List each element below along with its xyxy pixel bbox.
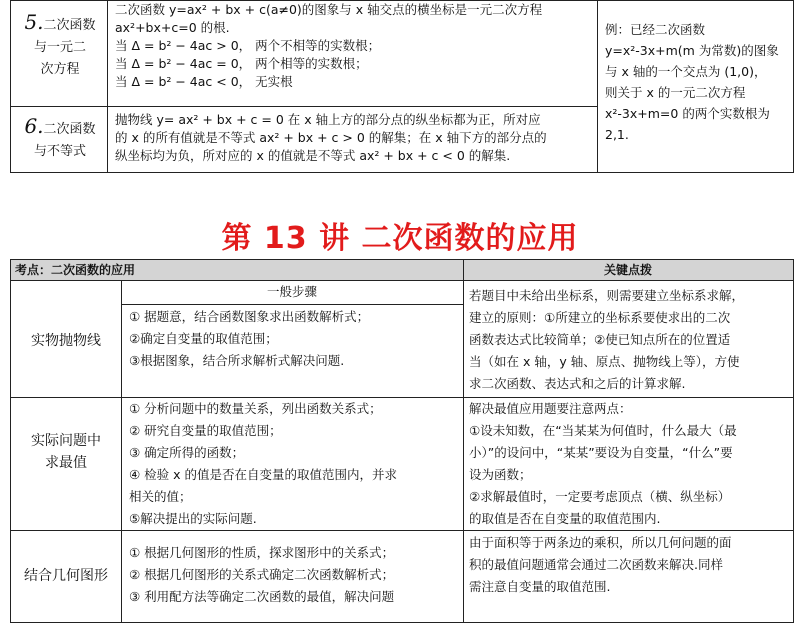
- header-topic: 考点：二次函数的应用: [11, 260, 467, 281]
- topic-quadratic-and-equation: 5.二次函数 与一元二 次方程: [24, 10, 96, 77]
- content-quadratic-and-inequality: 抛物线 y= ax² + bx + c = 0 在 x 轴上方的部分点的纵坐标都为正，所对应 的 x 的所有值就是不等式 ax² + bx + c > 0 的解集；在 x 轴下方的部分点的 纵坐标均为负，所对应的 x 的值就是不等式 ax² + bx + c < 0 的解集.: [115, 112, 547, 163]
- topic-quadratic-and-inequality: 6.二次函数 与不等式: [24, 114, 96, 159]
- steps-physical-parabola: ① 据题意，结合函数图象求出函数解析式； ②确定自变量的取值范围； ③根据图象，结合所求解析式解决问题.: [129, 309, 370, 368]
- steps-geometry: ① 根据几何图形的性质，探求图形中的关系式； ② 根据几何图形的关系式确定二次函数解析式； ③ 利用配方法等确定二次函数的最值，解决问题: [129, 545, 395, 604]
- topic-number: 6.: [24, 114, 44, 138]
- table-quadratic-relations: [10, 0, 794, 173]
- row-label-physical-parabola: 实物抛物线: [31, 333, 101, 349]
- key-physical-parabola: 若题目中未给出坐标系，则需要建立坐标系求解， 建立的原则：①所建立的坐标系要使求出的二次 函数表达式比较简单；②使已知点所在的位置适 当（如在 x 轴，y 轴、原点、抛物线上等），方使 求二次函数、表达式和之后的计算求解.: [469, 288, 745, 391]
- sub-header-steps: 一般步骤: [266, 284, 317, 299]
- table-quadratic-applications: [10, 259, 794, 623]
- row-label-practical-extremum: 实际问题中 求最值: [31, 433, 101, 471]
- header-key-points: 关键点拨: [463, 260, 793, 281]
- key-geometry: 由于面积等于两条边的乘积，所以几何问题的面 积的最值问题通常会通过二次函数来解决.同样 需注意自变量的取值范围.: [469, 535, 732, 594]
- steps-practical-extremum: ① 分析问题中的数量关系，列出函数关系式； ② 研究自变量的取值范围； ③ 确定所得的函数； ④ 检验 x 的值是否在自变量的取值范围内，并求 相关的值； ⑤解决提出的实际问题.: [129, 401, 398, 526]
- topic-number: 5.: [24, 10, 44, 34]
- key-practical-extremum: 解决最值应用题要注意两点： ①设未知数，在“当某某为何值时，什么最大（最 小）”的设问中，“某某”要设为自变量，“什么”要 设为函数； ②求解最值时，一定要考虑顶点（横、纵坐标） 的取值是否在自变量的取值范围内.: [469, 401, 737, 526]
- example-note: 例：已经二次函数 y=x²-3x+m(m 为常数)的图象 与 x 轴的一个交点为 (1,0)， 则关于 x 的一元二次方程 x²-3x+m=0 的两个实数根为 2,1.: [605, 22, 779, 142]
- row-label-geometry: 结合几何图形: [24, 568, 108, 584]
- lesson-title: 第 13 讲 二次函数的应用: [221, 221, 579, 256]
- content-quadratic-and-equation: 二次函数 y=ax² + bx + c(a≠0)的图象与 x 轴交点的横坐标是一元二次方程 ax²+bx+c=0 的根. 当 Δ = b² − 4ac > 0， 两个不相等的实数根； 当 Δ = b² − 4ac = 0， 两个相等的实数根； 当 Δ = b² − 4ac < 0， 无实根: [115, 2, 543, 89]
